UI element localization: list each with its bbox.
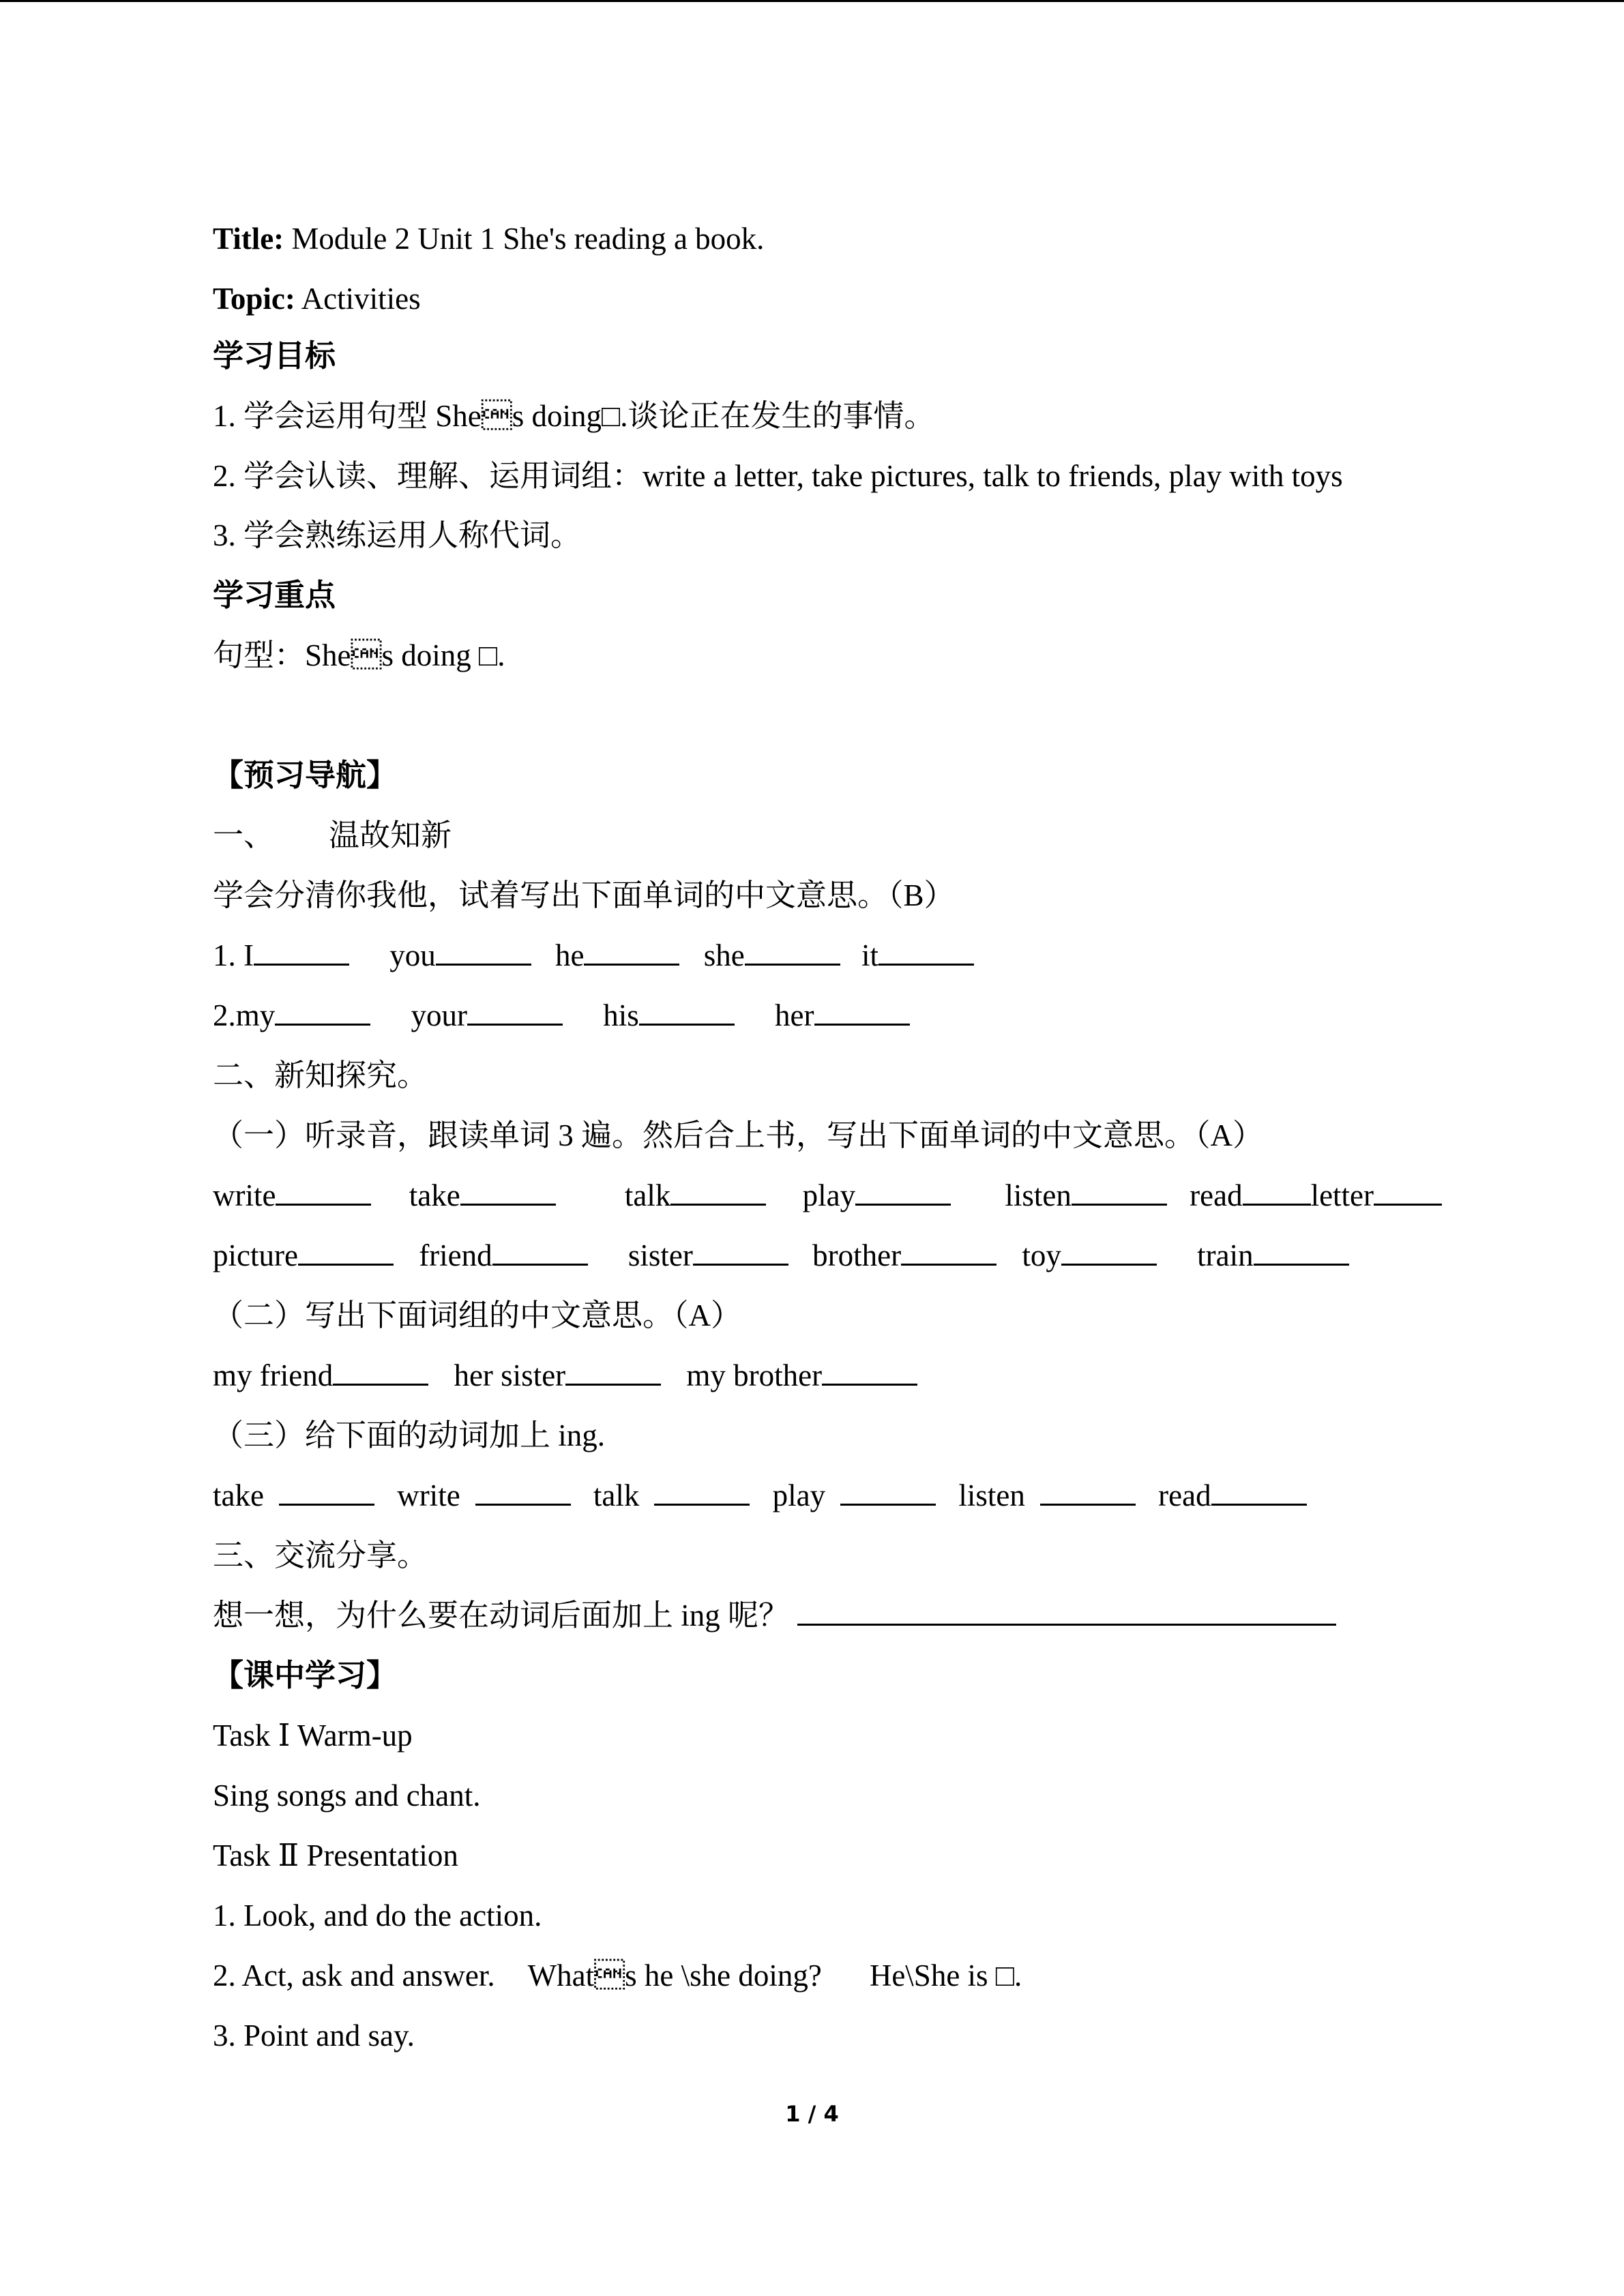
word-label: your	[411, 998, 468, 1032]
word-label: play	[802, 1178, 856, 1212]
answer-blank[interactable]	[460, 1176, 556, 1206]
section3-question-line	[213, 1595, 1336, 1636]
word-label: you	[389, 938, 436, 972]
phrase-label: my friend	[213, 1358, 334, 1392]
topic-value: Activities	[301, 282, 421, 316]
answer-blank[interactable]	[1072, 1176, 1167, 1206]
objectives-heading: 学习目标	[213, 339, 336, 373]
answer-blank[interactable]	[1211, 1476, 1307, 1506]
answer-blank[interactable]	[797, 1596, 1336, 1626]
topic-line	[213, 278, 421, 319]
vocab-row-2	[213, 1235, 1349, 1276]
objective-item: 1. 学会运用句型 Shes doing□.谈论正在发生的事情。	[213, 399, 935, 433]
task2-answer: He\She is □.	[869, 1958, 1022, 1993]
title-line	[213, 218, 764, 259]
answer-blank[interactable]	[279, 1476, 374, 1506]
section2-heading: 二、新知探究。	[213, 1058, 428, 1092]
answer-blank[interactable]	[840, 1476, 936, 1506]
page-number: 1 / 4	[785, 2101, 839, 2127]
objective-item: 3. 学会熟练运用人称代词。	[213, 518, 582, 552]
verb-label: write	[397, 1478, 460, 1512]
section2-part3-instruction: （三）给下面的动词加上 ing.	[213, 1418, 606, 1452]
answer-blank[interactable]	[254, 936, 349, 966]
word-label: it	[861, 938, 879, 972]
section3-heading: 三、交流分享。	[213, 1538, 428, 1572]
title-value: Module 2 Unit 1 She's reading a book.	[291, 222, 765, 256]
answer-blank[interactable]	[639, 996, 735, 1026]
title-label: Title:	[213, 222, 284, 256]
verb-label: read	[1158, 1478, 1211, 1512]
section1-name: 温故知新	[329, 818, 452, 852]
word-label: toy	[1022, 1238, 1061, 1272]
word-label: friend	[419, 1238, 492, 1272]
objective-item: 2. 学会认读、理解、运用词组：write a letter, take pictures, talk to friends, play with toys	[213, 459, 1343, 493]
answer-blank[interactable]	[276, 1176, 371, 1206]
answer-blank[interactable]	[1061, 1236, 1157, 1266]
keypoints-text: 句型：Shes doing □.	[213, 638, 505, 672]
task2-step-2	[213, 1955, 1022, 1996]
answer-blank[interactable]	[492, 1236, 588, 1266]
verb-label: take	[213, 1478, 264, 1512]
preview-heading: 【预习导航】	[213, 758, 398, 792]
phrase-label: my brother	[686, 1358, 823, 1392]
answer-blank[interactable]	[475, 1476, 571, 1506]
phrase-row	[213, 1355, 917, 1396]
word-label: write	[213, 1178, 276, 1212]
pronoun-row-2	[213, 995, 910, 1036]
keypoints-heading: 学习重点	[213, 578, 336, 612]
answer-blank[interactable]	[275, 996, 370, 1026]
word-label: read	[1190, 1178, 1243, 1212]
pronoun-row-1	[213, 935, 974, 976]
section2-part1-instruction: （一）听录音，跟读单词 3 遍。然后合上书，写出下面单词的中文意思。（A）	[213, 1118, 1264, 1152]
answer-blank[interactable]	[1243, 1176, 1311, 1206]
section3-question: 想一想，为什么要在动词后面加上 ing 呢？	[213, 1598, 790, 1632]
row-number: 2.	[213, 998, 236, 1032]
task2-step: 3. Point and say.	[213, 2018, 415, 2053]
answer-blank[interactable]	[879, 936, 974, 966]
word-label: my	[235, 998, 276, 1032]
task2-step: 1. Look, and do the action.	[213, 1898, 542, 1933]
answer-blank[interactable]	[814, 996, 910, 1026]
task2-title: Task Ⅱ Presentation	[213, 1838, 458, 1873]
answer-blank[interactable]	[822, 1356, 917, 1386]
task1-title: Task Ⅰ Warm-up	[213, 1718, 413, 1753]
answer-blank[interactable]	[467, 996, 563, 1026]
topic-label: Topic:	[213, 282, 295, 316]
answer-blank[interactable]	[901, 1236, 996, 1266]
word-label: she	[703, 938, 745, 972]
answer-blank[interactable]	[1040, 1476, 1136, 1506]
answer-blank[interactable]	[565, 1356, 661, 1386]
verb-label: listen	[958, 1478, 1025, 1512]
answer-blank[interactable]	[855, 1176, 951, 1206]
task2-question: Whats he \she doing?	[527, 1958, 822, 1993]
answer-blank[interactable]	[436, 936, 531, 966]
answer-blank[interactable]	[693, 1236, 788, 1266]
word-label: train	[1197, 1238, 1254, 1272]
row-number: 1.	[213, 938, 236, 972]
word-label: take	[409, 1178, 460, 1212]
word-label: listen	[1005, 1178, 1072, 1212]
inclass-heading: 【课中学习】	[213, 1658, 398, 1693]
verb-ing-row	[213, 1475, 1307, 1516]
word-label: he	[555, 938, 585, 972]
word-label: her	[775, 998, 814, 1032]
answer-blank[interactable]	[1374, 1176, 1442, 1206]
section1-label: 一、	[213, 818, 275, 852]
section1-instruction: 学会分清你我他，试着写出下面单词的中文意思。（B）	[213, 878, 955, 912]
word-label: letter	[1310, 1178, 1374, 1212]
word-label: his	[603, 998, 639, 1032]
word-label: talk	[624, 1178, 671, 1212]
task1-text: Sing songs and chant.	[213, 1778, 481, 1813]
answer-blank[interactable]	[333, 1356, 428, 1386]
phrase-label: her sister	[454, 1358, 566, 1392]
word-label: I	[243, 938, 254, 972]
answer-blank[interactable]	[1254, 1236, 1349, 1266]
answer-blank[interactable]	[745, 936, 840, 966]
answer-blank[interactable]	[584, 936, 679, 966]
answer-blank[interactable]	[298, 1236, 394, 1266]
word-label: sister	[628, 1238, 693, 1272]
word-label: brother	[812, 1238, 902, 1272]
answer-blank[interactable]	[670, 1176, 766, 1206]
verb-label: play	[772, 1478, 826, 1512]
section1-title	[213, 815, 452, 856]
verb-label: talk	[593, 1478, 640, 1512]
vocab-row-1	[213, 1175, 1442, 1216]
answer-blank[interactable]	[654, 1476, 750, 1506]
word-label: picture	[213, 1238, 298, 1272]
task2-step: 2. Act, ask and answer.	[213, 1958, 495, 1993]
section2-part2-instruction: （二）写出下面词组的中文意思。（A）	[213, 1298, 741, 1332]
